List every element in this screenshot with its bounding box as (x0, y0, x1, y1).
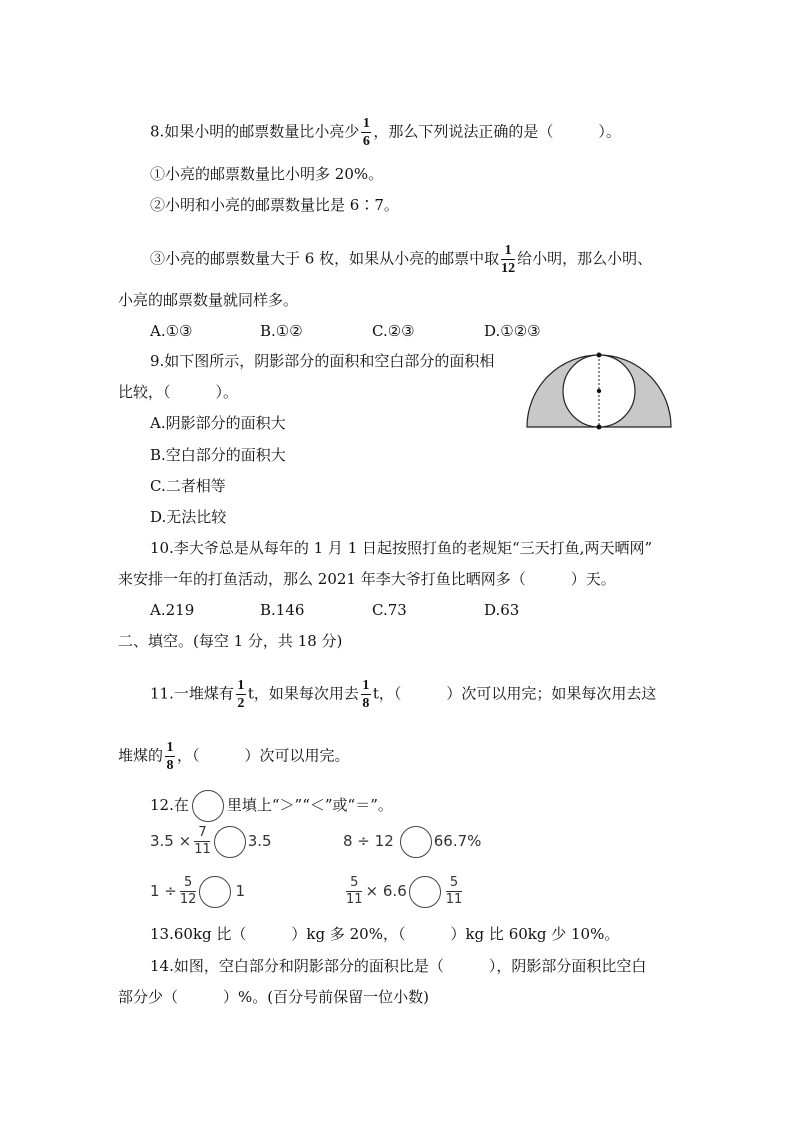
q10-option-c[interactable]: C.73 (372, 601, 407, 619)
q12-e4-num1: 5 (350, 875, 359, 890)
q12-e4-den2: 11 (445, 892, 463, 907)
q11-text-5: ，（ ）次可以用完。 (177, 746, 350, 765)
q12-e4-fraction-1 (346, 876, 363, 907)
q13-stem: 13.60kg 比（ ）kg 多 20%，（ ）kg 比 60kg 少 10%。 (150, 925, 620, 943)
q10-option-a[interactable]: A.219 (150, 601, 195, 619)
q10-option-d[interactable]: D.63 (484, 601, 520, 619)
q8-frac-den: 6 (362, 134, 370, 149)
q8-statement-3-cont: 小亮的邮票数量就同样多。 (118, 291, 299, 309)
q11-text-3: t，（ ）次可以用完；如果每次用去这 (372, 684, 657, 703)
q9-stem-line1: 9.如下图所示，阴影部分的面积和空白部分的面积相 (150, 352, 495, 370)
q8-s3-frac-num: 1 (504, 243, 512, 258)
q11-stem-line2 (118, 740, 350, 773)
q8-s3-text: ③小亮的邮票数量大于 6 枚，如果从小亮的邮票中取 (150, 249, 500, 268)
q11-stem-line1 (150, 678, 656, 711)
q11-f3-num: 1 (166, 740, 174, 755)
q11-text-2: t，如果每次用去 (247, 684, 359, 703)
q9-option-d[interactable]: D.无法比较 (150, 508, 227, 526)
q12-e1-fraction (194, 826, 211, 857)
q12-answer-circle-3[interactable] (199, 876, 231, 908)
q12-answer-circle-4[interactable] (409, 876, 441, 908)
q8-option-d[interactable]: D.①②③ (484, 322, 541, 340)
q11-f3-den: 8 (166, 758, 174, 773)
q12-text-1: 12.在 (150, 796, 189, 814)
q12-e1-right: 3.5 (247, 832, 272, 850)
q12-e4-den1: 11 (346, 892, 363, 907)
q12-e3-left: 1 ÷ (150, 882, 177, 900)
q9-stem-line2: 比较，（ ）。 (118, 383, 239, 401)
q11-f2-den: 8 (362, 696, 370, 711)
q12-expr-2 (343, 822, 481, 860)
q11-fraction-2 (361, 678, 371, 711)
q12-expr-4 (343, 872, 465, 910)
q9-bottom-point (597, 425, 602, 430)
q12-answer-circle-1[interactable] (214, 826, 246, 858)
q9-option-c[interactable]: C.二者相等 (150, 477, 226, 495)
section2-title: 二、填空。(每空 1 分，共 18 分) (118, 632, 343, 650)
q14-stem-line2: 部分少（ ）%。(百分号前保留一位小数) (118, 988, 429, 1006)
q12-text-2: 里填上“＞”“＜”或“＝”。 (226, 796, 393, 814)
q12-stem (150, 788, 393, 822)
q8-statement-3 (150, 243, 652, 276)
q8-option-b[interactable]: B.①② (260, 322, 303, 340)
q9-center-point (597, 389, 601, 393)
q12-e2-right: 66.7% (433, 832, 482, 850)
q8-option-a[interactable]: A.①③ (150, 322, 193, 340)
q11-text-1: 11.一堆煤有 (150, 684, 234, 703)
q12-e4-num2: 5 (449, 875, 459, 890)
q8-s3-fraction (501, 243, 515, 276)
q8-s3-frac-den: 12 (501, 261, 516, 276)
q12-answer-circle-2[interactable] (400, 826, 432, 858)
q8-fraction (361, 116, 371, 149)
q12-e1-num: 7 (198, 825, 207, 840)
q8-statement-2: ②小明和小亮的邮票数量比是 6∶7。 (150, 196, 399, 214)
q9-top-point (597, 353, 602, 358)
q8-stem-text: 8.如果小明的邮票数量比小亮少 (150, 122, 360, 141)
q8-stem-text-after: ，那么下列说法正确的是（ ）。 (373, 122, 621, 141)
q11-f1-num: 1 (237, 678, 245, 693)
q10-stem-line1: 10.李大爷总是从每年的 1 月 1 日起按照打鱼的老规矩“三天打鱼,两天晒网” (150, 539, 653, 557)
q9-semicircle-figure (525, 350, 675, 432)
q12-e4-mid: × 6.6 (365, 882, 407, 900)
q12-e1-den: 11 (194, 842, 211, 857)
q10-stem-line2: 来安排一年的打鱼活动，那么 2021 年李大爷打鱼比晒网多（ ）天。 (118, 570, 616, 588)
q9-option-b[interactable]: B.空白部分的面积大 (150, 446, 286, 464)
q11-fraction-3 (165, 740, 175, 773)
q9-option-a[interactable]: A.阴影部分的面积大 (150, 414, 286, 432)
q12-expr-3 (150, 872, 245, 910)
q8-frac-num: 1 (362, 116, 370, 131)
q8-statement-1: ①小亮的邮票数量比小明多 20%。 (150, 165, 384, 183)
q8-stem (150, 116, 621, 149)
q11-f2-num: 1 (362, 678, 370, 693)
q12-expr-1 (150, 822, 272, 860)
q14-stem-line1: 14.如图，空白部分和阴影部分的面积比是（ ），阴影部分面积比空白 (150, 957, 647, 975)
q12-e2-left: 8 ÷ 12 (343, 832, 394, 850)
q12-e4-fraction-2 (446, 876, 463, 907)
q12-e3-den: 12 (179, 892, 197, 907)
q10-option-b[interactable]: B.146 (260, 601, 305, 619)
q8-s3-text-after: 给小明，那么小明、 (517, 249, 653, 268)
q11-fraction-1 (236, 678, 246, 711)
q12-e3-right: 1 (235, 882, 245, 900)
q11-f1-den: 2 (237, 696, 245, 711)
q12-e3-num: 5 (184, 875, 193, 890)
q12-e3-fraction (180, 876, 197, 907)
q12-e1-left: 3.5 × (150, 832, 192, 850)
q8-option-c[interactable]: C.②③ (372, 322, 415, 340)
q12-example-circle (192, 790, 224, 822)
q11-text-4: 堆煤的 (118, 746, 164, 765)
